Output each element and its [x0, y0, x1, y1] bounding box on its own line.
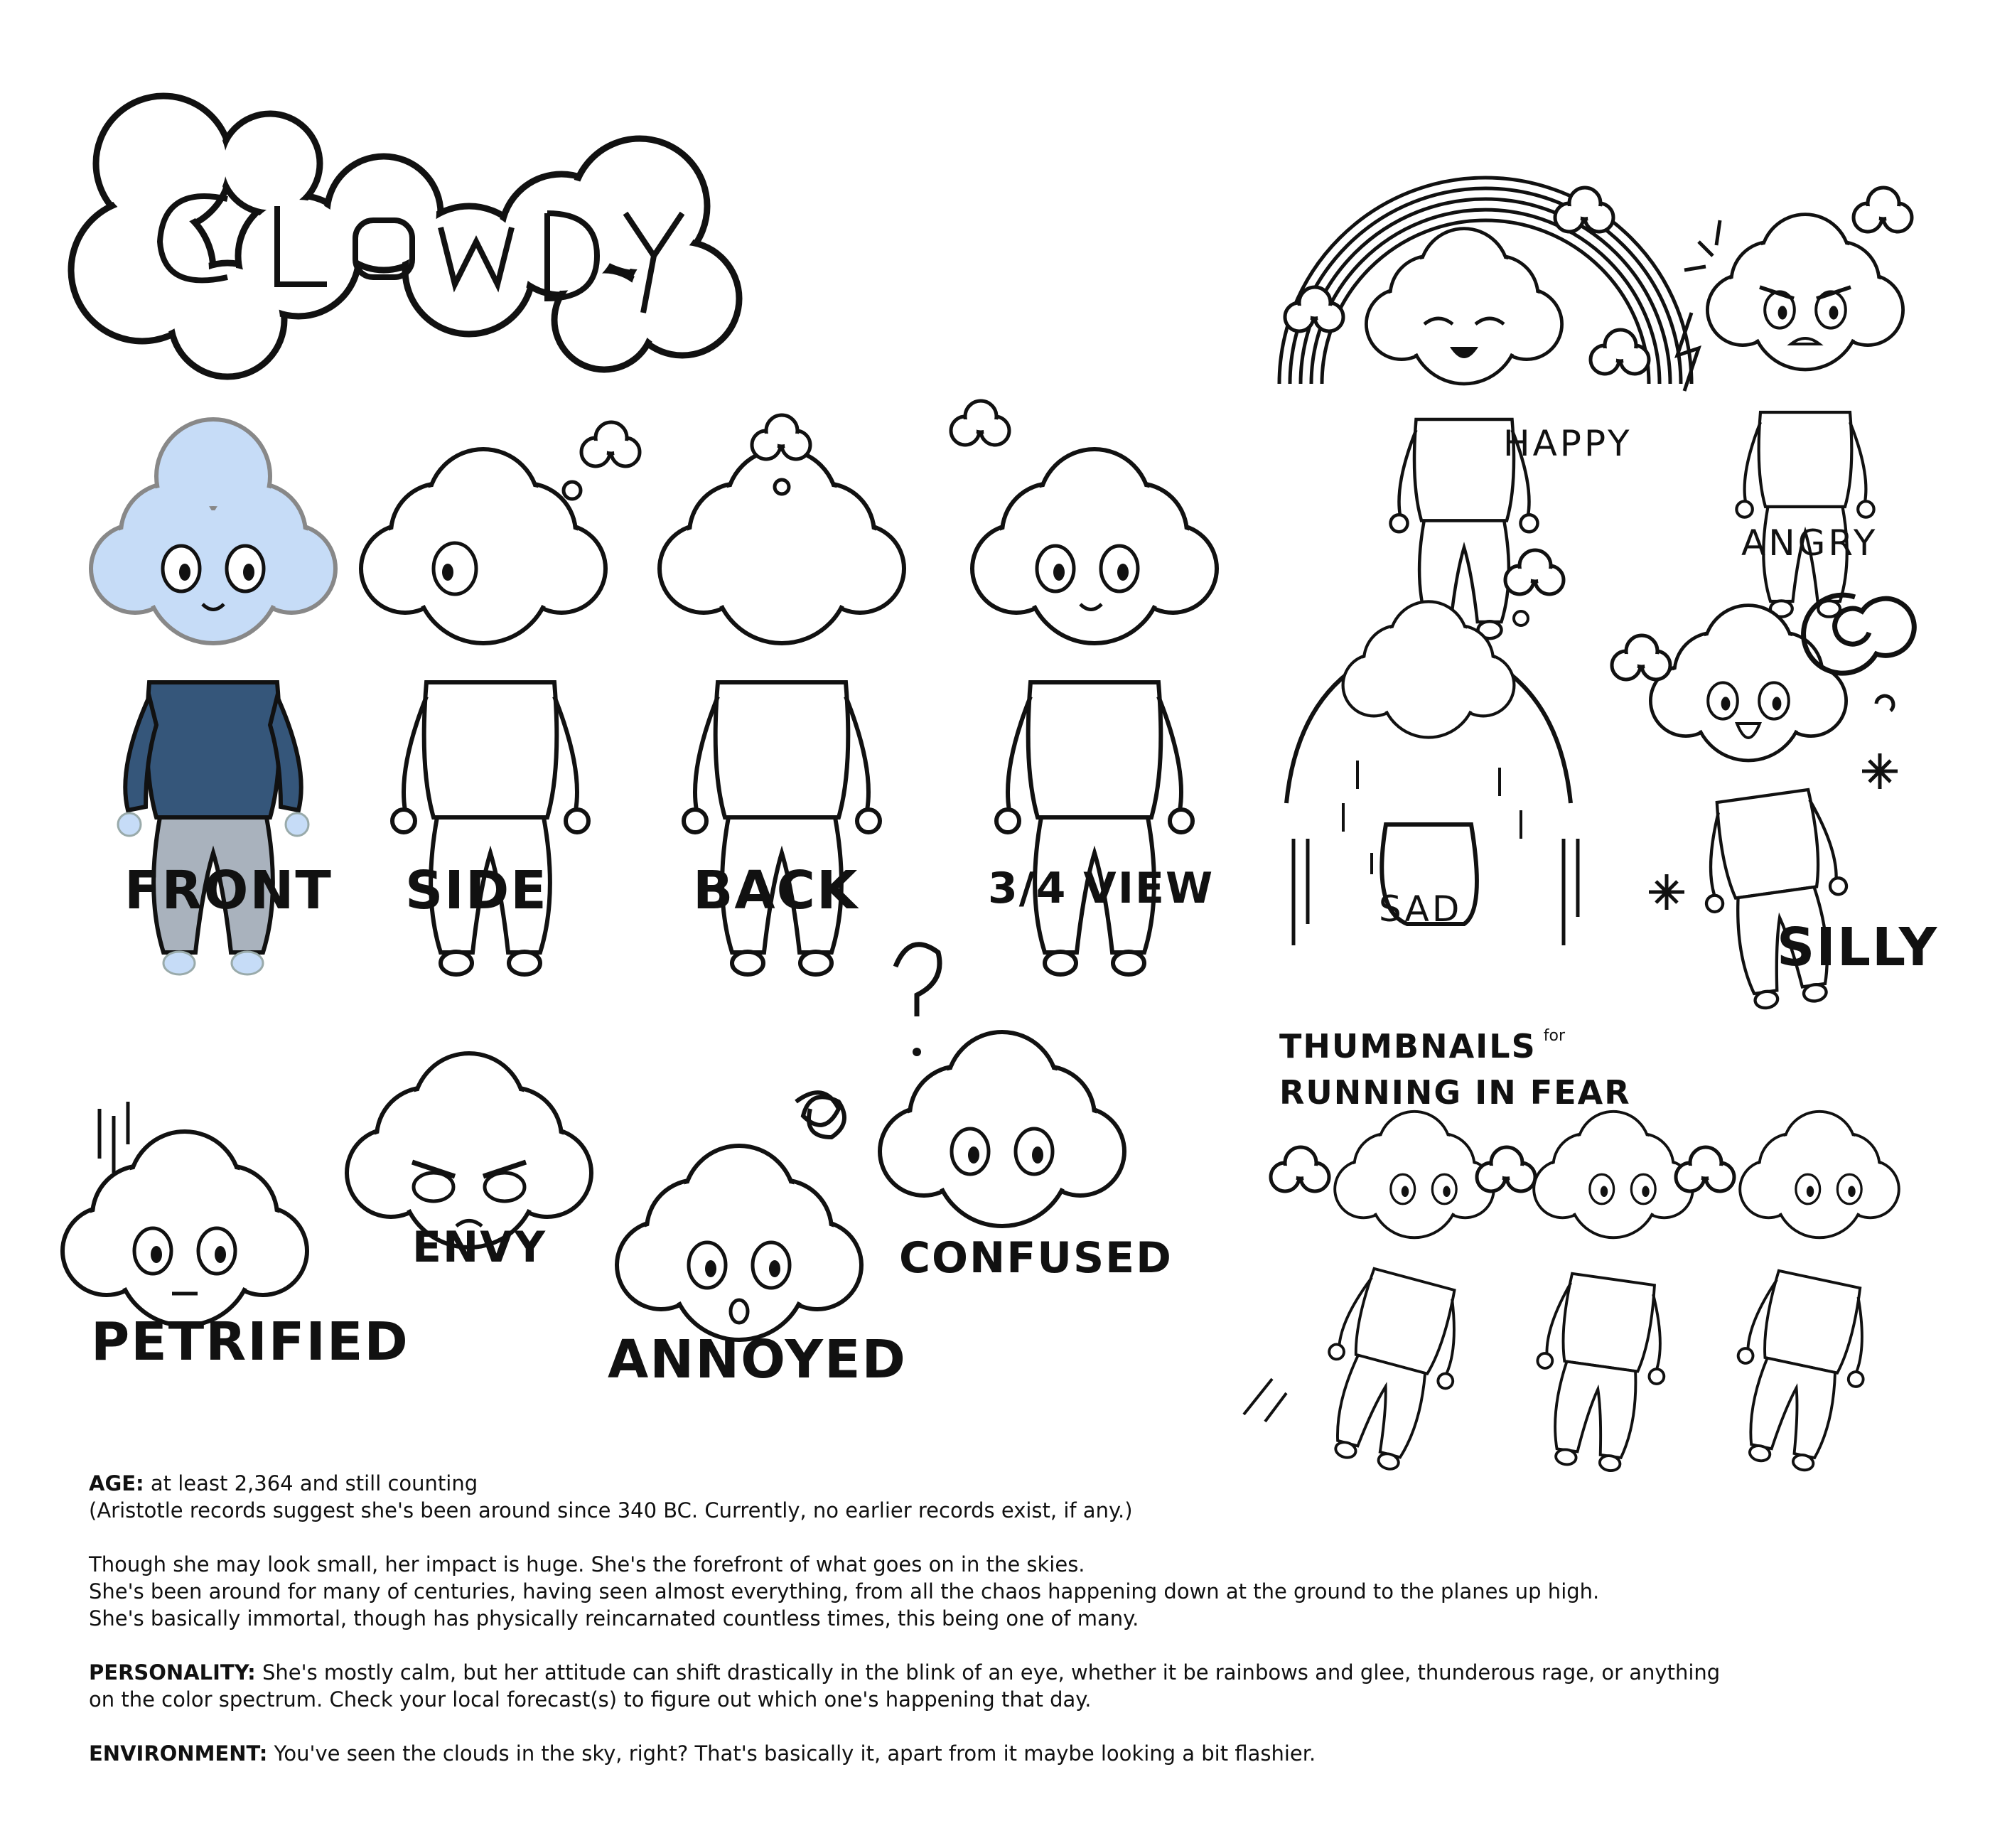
envy-head — [347, 1053, 591, 1247]
label-confused: CONFUSED — [899, 1233, 1173, 1283]
petrified-head — [63, 1102, 307, 1326]
sad-figure — [1286, 550, 1578, 945]
age-label: AGE: — [89, 1471, 144, 1495]
age-value: at least 2,364 and still counting — [150, 1471, 478, 1495]
thumbnails-heading — [1279, 1027, 1565, 1065]
character-notes — [89, 1470, 1937, 1767]
personality-value-1: She's mostly calm, but her attitude can shift drastically in the blink of an eye, whether it be rainbows and glee, thunderous rage, or anything — [262, 1660, 1721, 1685]
label-front: FRONT — [124, 860, 333, 921]
label-side: SIDE — [405, 860, 548, 921]
label-annoyed: ANNOYED — [608, 1329, 907, 1390]
confused-head — [880, 945, 1124, 1226]
thumbnails-heading-for: for — [1543, 1027, 1565, 1045]
running-thumbnail-2 — [1477, 1112, 1693, 1476]
label-sad: SAD — [1379, 888, 1463, 930]
label-petrified: PETRIFIED — [91, 1311, 409, 1372]
running-thumbnail-3 — [1676, 1112, 1899, 1478]
thumbnails-subheading: RUNNING IN FEAR — [1279, 1073, 1631, 1112]
thumbnails-heading-main: THUMBNAILS — [1279, 1027, 1537, 1065]
label-happy: HAPPY — [1503, 423, 1633, 464]
happy-figure — [1279, 178, 1692, 638]
label-silly: SILLY — [1777, 917, 1939, 978]
personality-line — [89, 1659, 1937, 1686]
environment-value: You've seen the clouds in the sky, right? That's basically it, apart from it maybe looking a bit flashier. — [274, 1741, 1316, 1766]
label-back: BACK — [693, 860, 859, 921]
bio-line-1: Though she may look small, her impact is huge. She's the forefront of what goes on in the skies. — [89, 1552, 1085, 1576]
personality-value-2: on the color spectrum. Check your local forecast(s) to figure out which one's happening that day. — [89, 1687, 1092, 1712]
personality-label: PERSONALITY: — [89, 1660, 256, 1685]
bio-line-3: She's basically immortal, though has physically reincarnated countless times, this being one of many. — [89, 1606, 1139, 1631]
environment-line — [89, 1740, 1937, 1767]
age-line — [89, 1470, 1937, 1497]
label-three-quarter: 3/4 VIEW — [988, 864, 1215, 913]
label-angry: ANGRY — [1741, 522, 1878, 564]
annoyed-head — [617, 1092, 861, 1340]
bio-line-2: She's been around for many of centuries, having seen almost everything, from all the chaos happening down at the ground to the planes up high. — [89, 1579, 1600, 1603]
title-logo — [71, 96, 739, 377]
label-envy: ENVY — [412, 1223, 547, 1272]
environment-label: ENVIRONMENT: — [89, 1741, 268, 1766]
running-thumbnail-1 — [1244, 1112, 1494, 1479]
age-note: (Aristotle records suggest she's been around since 340 BC. Currently, no earlier records exist, if any.) — [89, 1498, 1133, 1522]
